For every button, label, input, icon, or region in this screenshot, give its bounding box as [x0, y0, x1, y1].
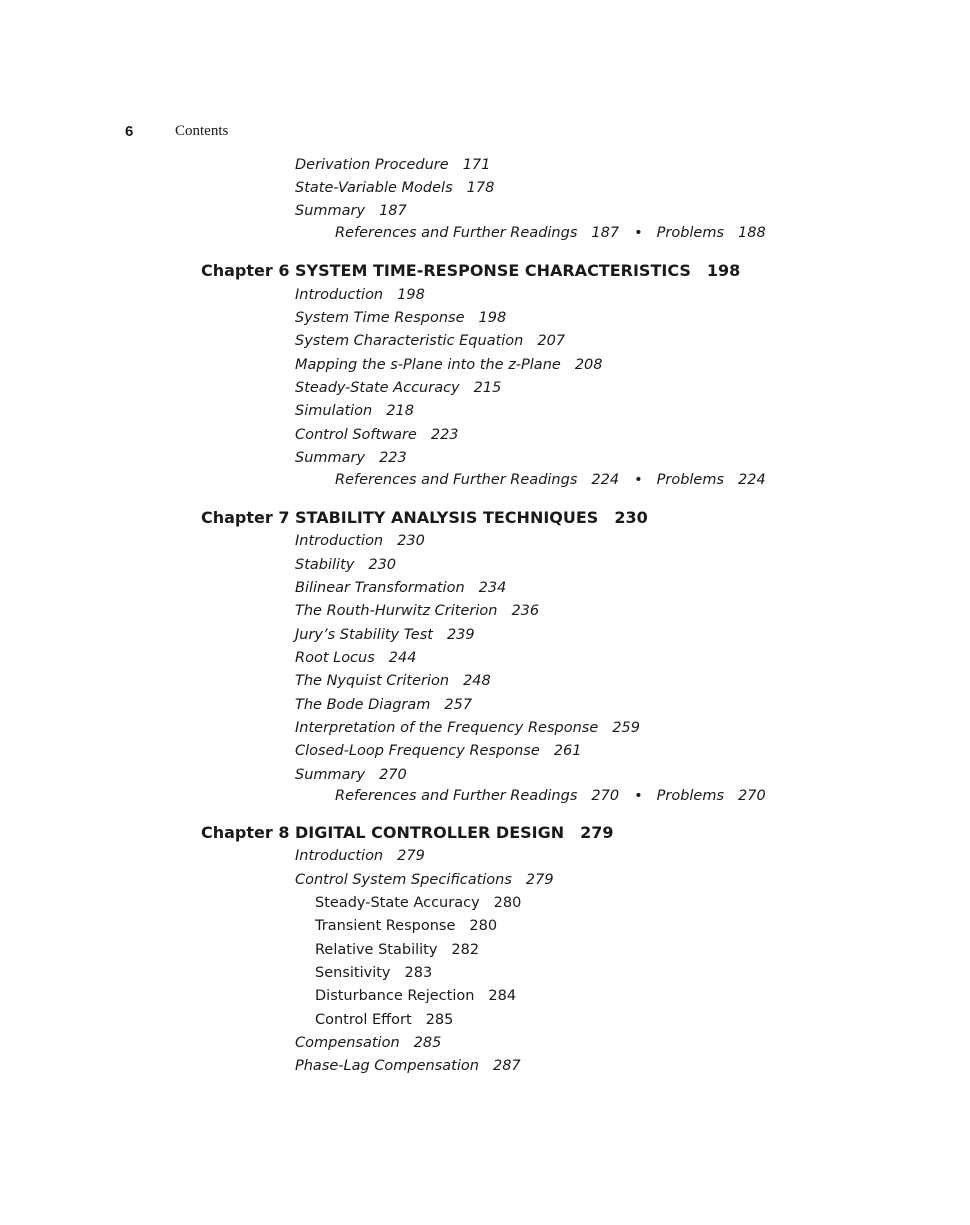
toc-entry	[295, 601, 539, 621]
references-line	[335, 470, 766, 490]
entry-page: 234	[478, 580, 507, 596]
toc-entry	[295, 378, 501, 398]
toc-entry	[295, 425, 459, 445]
toc-subentry	[315, 986, 516, 1006]
problems-page: 224	[738, 472, 766, 488]
toc-entry	[295, 765, 407, 785]
problems-page: 188	[738, 225, 766, 241]
entry-page: 236	[511, 603, 540, 619]
entry-title: System Characteristic Equation	[295, 333, 524, 349]
toc-entry	[295, 355, 603, 375]
chapter-title: DIGITAL CONTROLLER DESIGN	[295, 823, 565, 842]
entry-page: 230	[368, 557, 397, 573]
entry-page: 187	[379, 203, 407, 219]
chapter-page: 279	[580, 823, 614, 842]
toc-entry	[295, 578, 506, 598]
toc-subentry	[315, 916, 497, 936]
entry-title: Closed-Loop Frequency Response	[295, 743, 540, 759]
entry-title: Mapping the s-Plane into the z-Plane	[295, 357, 561, 373]
references-label: References and Further Readings	[335, 788, 578, 804]
toc-entry	[295, 285, 425, 305]
toc-subentry	[315, 963, 432, 983]
entry-page: 171	[462, 157, 491, 173]
references-page: 224	[591, 472, 620, 488]
problems-page: 270	[738, 788, 766, 804]
entry-page: 198	[397, 287, 425, 303]
entry-page: 223	[379, 450, 407, 466]
entry-page: 244	[388, 650, 417, 666]
entry-page: 208	[574, 357, 603, 373]
subentry-title: Disturbance Rejection	[315, 988, 475, 1004]
subentry-title: Steady-State Accuracy	[315, 895, 480, 911]
entry-title: Introduction	[295, 848, 384, 864]
entry-page: 279	[525, 872, 554, 888]
problems-label: Problems	[656, 225, 725, 241]
toc-entry	[295, 401, 414, 421]
bullet-separator: •	[634, 788, 643, 804]
entry-title: Control System Specifications	[295, 872, 512, 888]
entry-title: Interpretation of the Frequency Response	[295, 720, 599, 736]
toc-entry	[295, 448, 407, 468]
bullet-separator: •	[634, 225, 643, 241]
entry-title: State-Variable Models	[295, 180, 453, 196]
entry-page: 285	[413, 1035, 442, 1051]
chapter-heading	[201, 260, 740, 282]
chapter-heading	[201, 822, 614, 844]
references-page: 187	[591, 225, 620, 241]
references-label: References and Further Readings	[335, 472, 578, 488]
toc-entry	[295, 331, 565, 351]
entry-page: 239	[446, 627, 475, 643]
toc-subentry	[315, 940, 479, 960]
toc-entry	[295, 695, 472, 715]
toc-entry	[295, 1033, 441, 1053]
entry-page: 215	[473, 380, 502, 396]
entry-page: 218	[386, 403, 414, 419]
entry-title: Summary	[295, 203, 366, 219]
references-page: 270	[591, 788, 620, 804]
entry-title: Root Locus	[295, 650, 375, 666]
toc-entry	[295, 308, 506, 328]
toc-entry	[295, 1056, 521, 1076]
entry-title: Derivation Procedure	[295, 157, 449, 173]
entry-title: Summary	[295, 767, 366, 783]
chapter-page: 198	[706, 261, 741, 280]
entry-page: 261	[553, 743, 582, 759]
running-title: Contents	[175, 122, 229, 139]
running-head	[125, 120, 228, 142]
chapter-title: STABILITY ANALYSIS TECHNIQUES	[295, 508, 599, 527]
entry-page: 257	[444, 697, 473, 713]
entry-title: The Routh-Hurwitz Criterion	[295, 603, 498, 619]
entry-title: Steady-State Accuracy	[295, 380, 460, 396]
subentry-title: Transient Response	[315, 918, 456, 934]
entry-title: Bilinear Transformation	[295, 580, 465, 596]
problems-label: Problems	[656, 788, 725, 804]
entry-page: 207	[537, 333, 566, 349]
entry-title: Stability	[295, 557, 355, 573]
page-number: 6	[125, 122, 134, 140]
entry-title: The Bode Diagram	[295, 697, 431, 713]
entry-title: Introduction	[295, 533, 384, 549]
subentry-page: 282	[451, 942, 480, 958]
entry-page: 198	[478, 310, 507, 326]
toc-entry	[295, 671, 491, 691]
toc-entry	[295, 846, 425, 866]
entry-title: Control Software	[295, 427, 417, 443]
entry-page: 270	[379, 767, 407, 783]
subentry-title: Control Effort	[315, 1012, 412, 1028]
entry-title: The Nyquist Criterion	[295, 673, 450, 689]
subentry-page: 284	[488, 988, 517, 1004]
problems-label: Problems	[656, 472, 725, 488]
entry-title: Simulation	[295, 403, 373, 419]
chapter-label: Chapter 8	[201, 823, 290, 842]
chapter-label: Chapter 6	[201, 261, 290, 280]
toc-entry	[295, 625, 475, 645]
entry-page: 287	[492, 1058, 521, 1074]
toc-entry	[295, 178, 494, 198]
toc-entry	[295, 531, 425, 551]
toc-entry	[295, 648, 416, 668]
toc-subentry	[315, 893, 521, 913]
chapter-page: 230	[614, 508, 648, 527]
entry-page: 248	[463, 673, 491, 689]
entry-page: 259	[612, 720, 640, 736]
references-line	[335, 786, 766, 806]
toc-entry	[295, 555, 396, 575]
toc-entry	[295, 201, 407, 221]
chapter-title: SYSTEM TIME-RESPONSE CHARACTERISTICS	[295, 261, 691, 280]
subentry-page: 280	[493, 895, 522, 911]
entry-title: System Time Response	[295, 310, 465, 326]
toc-subentry	[315, 1010, 453, 1030]
toc-entry	[295, 718, 640, 738]
references-label: References and Further Readings	[335, 225, 578, 241]
toc-entry	[295, 870, 554, 890]
toc-entry	[295, 155, 490, 175]
entry-page: 230	[397, 533, 425, 549]
entry-page: 223	[430, 427, 459, 443]
entry-title: Summary	[295, 450, 366, 466]
entry-title: Phase-Lag Compensation	[295, 1058, 479, 1074]
entry-title: Introduction	[295, 287, 384, 303]
bullet-separator: •	[634, 472, 643, 488]
chapter-label: Chapter 7	[201, 508, 290, 527]
entry-page: 178	[466, 180, 495, 196]
entry-title: Jury’s Stability Test	[295, 627, 433, 643]
toc-entry	[295, 741, 581, 761]
subentry-page: 283	[404, 965, 433, 981]
entry-title: Compensation	[295, 1035, 400, 1051]
subentry-page: 280	[469, 918, 498, 934]
chapter-heading	[201, 507, 648, 529]
entry-page: 279	[397, 848, 425, 864]
subentry-page: 285	[425, 1012, 454, 1028]
subentry-title: Sensitivity	[315, 965, 391, 981]
subentry-title: Relative Stability	[315, 942, 438, 958]
references-line	[335, 223, 766, 243]
